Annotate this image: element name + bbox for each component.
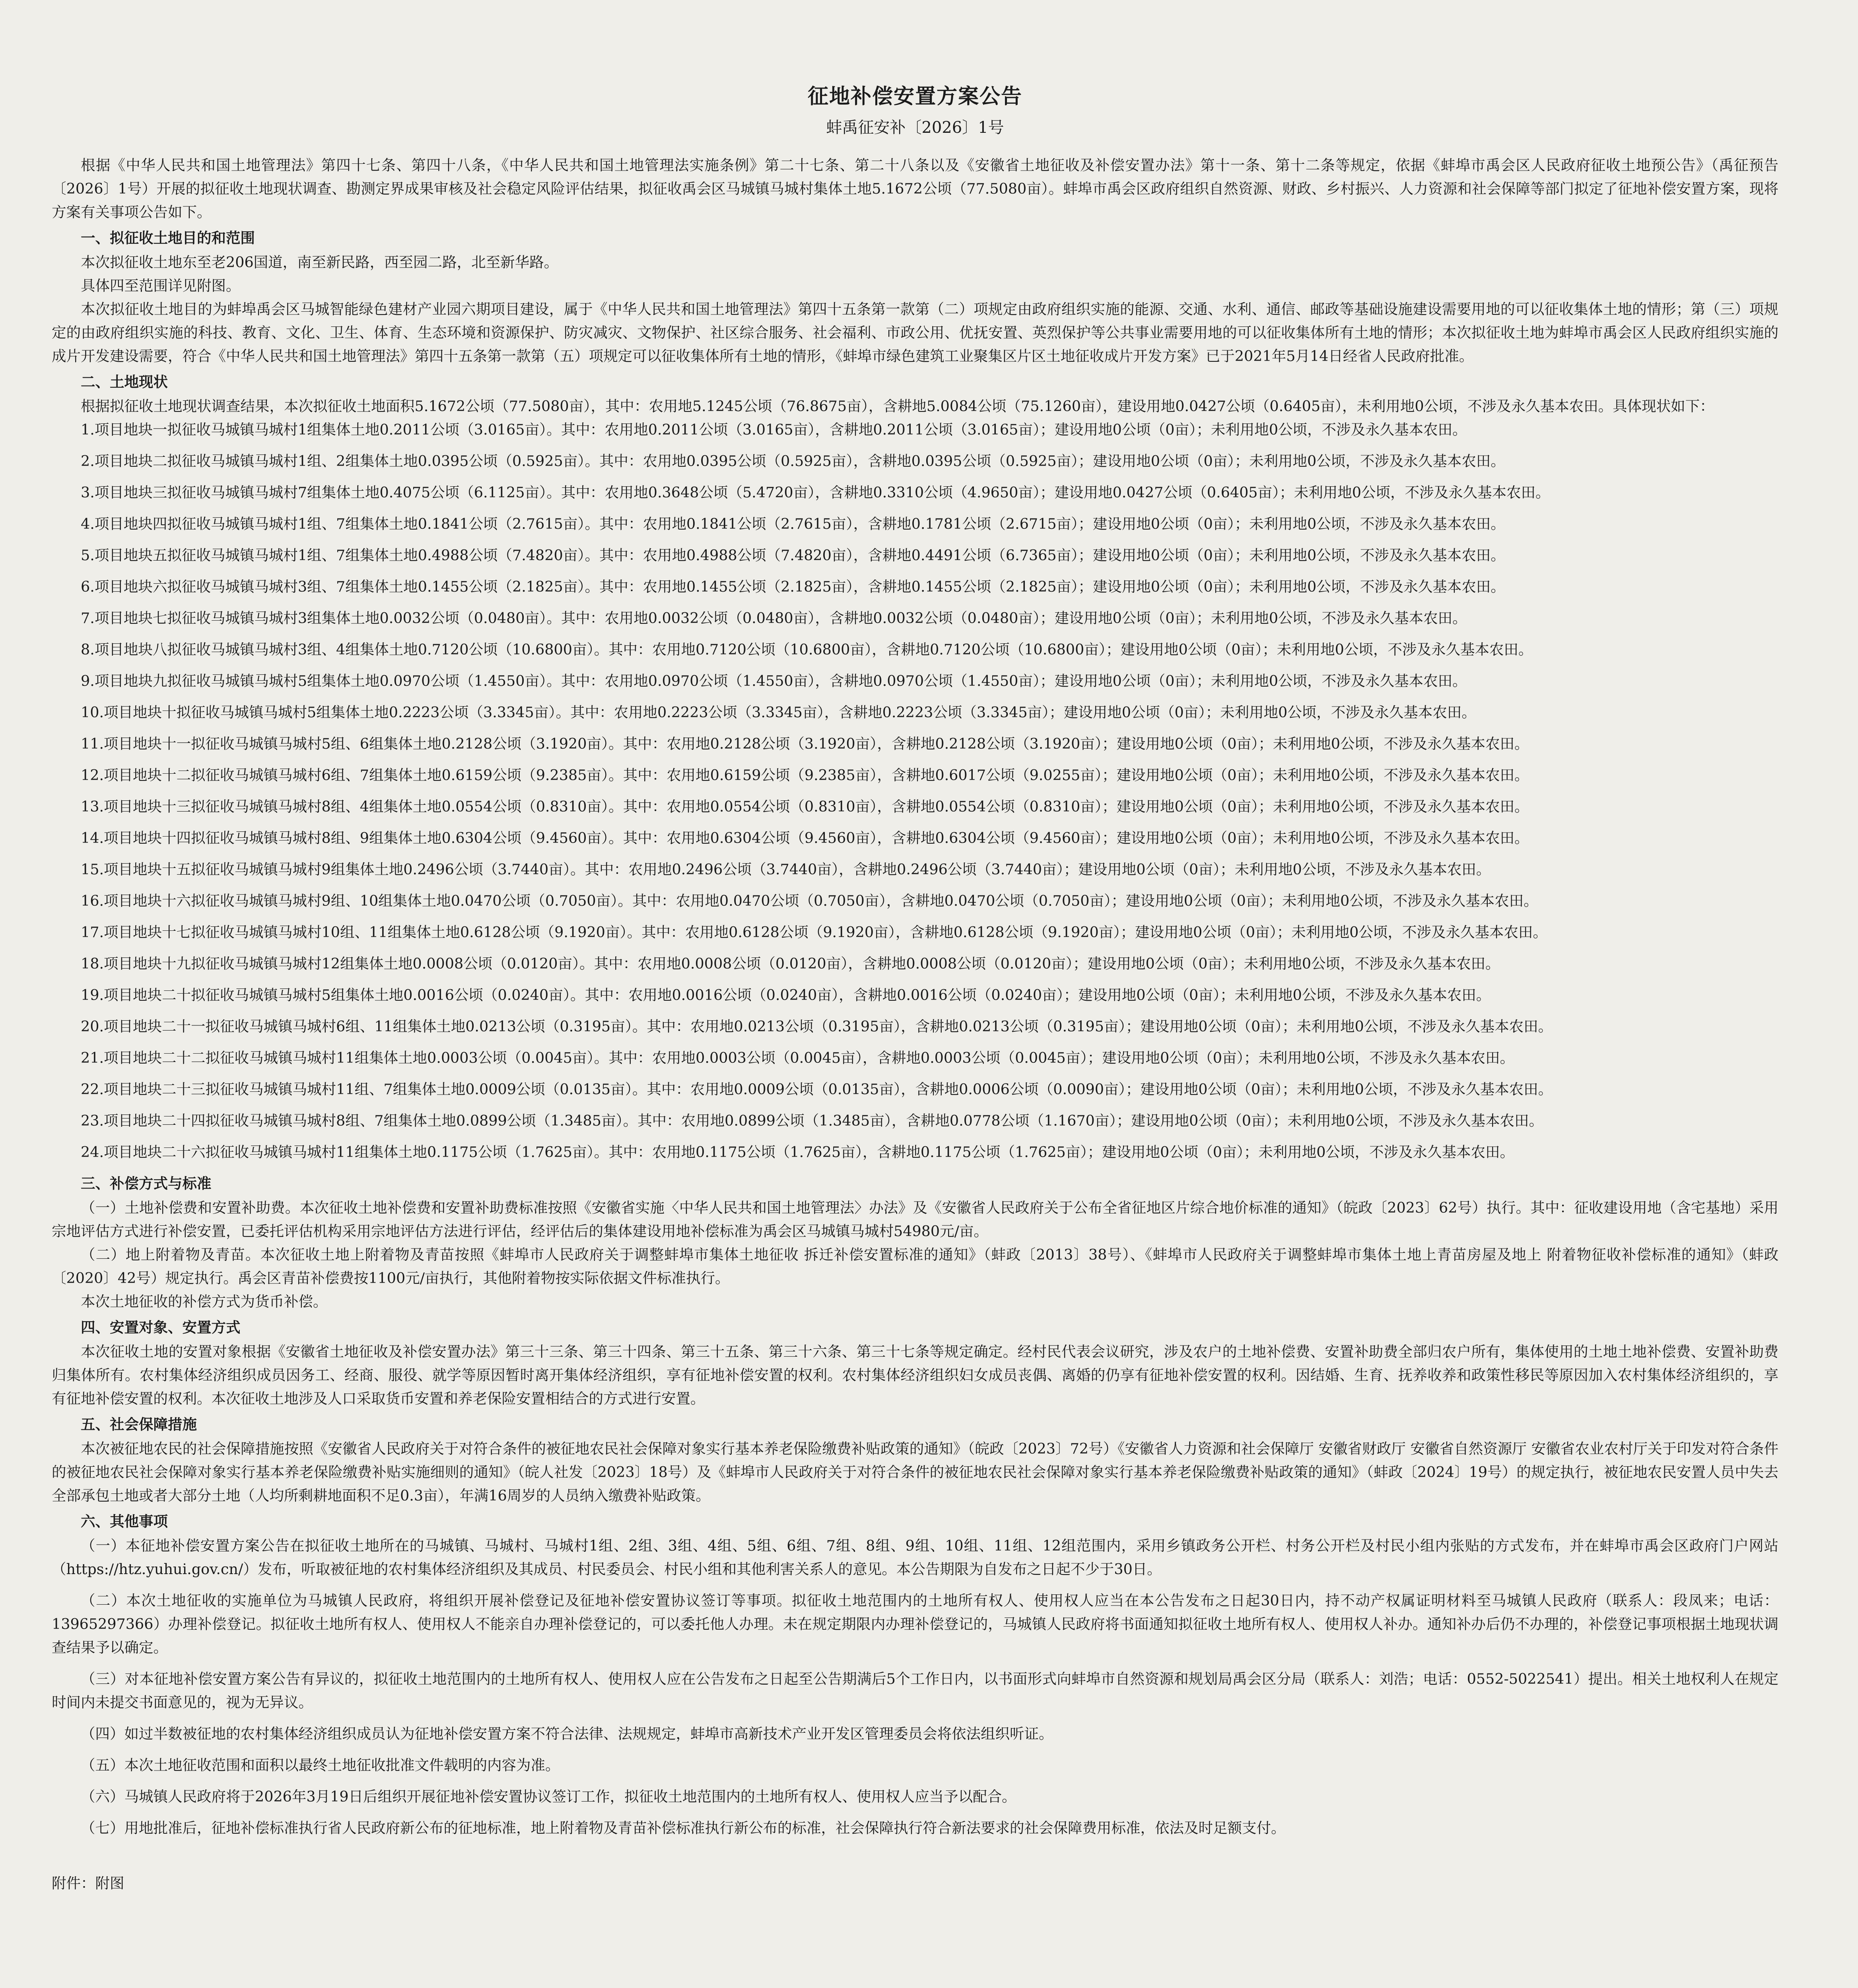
list-item: （四）如过半数被征地的农村集体经济组织成员认为征地补偿安置方案不符合法律、法规规定，蚌埠市高新技术产业开发区管理委员会将依法组织听证。 <box>81 1725 1053 1742</box>
list-item: 4.项目地块四拟征收马城镇马城村1组、7组集体土地0.1841公顷（2.7615亩）。其中：农用地0.1841公顷（2.7615亩），含耕地0.1781公顷（2.6715亩）；建设用地0公顷（0亩）；未利用地0公顷，不涉及永久基本农田。 <box>81 515 1505 532</box>
list-item: 1.项目地块一拟征收马城镇马城村1组集体土地0.2011公顷（3.0165亩）。其中：农用地0.2011公顷（3.0165亩），含耕地0.2011公顷（3.0165亩）；建设用地0公顷（0亩）；未利用地0公顷，不涉及永久基本农田。 <box>81 421 1467 438</box>
list-item: （二）本次土地征收的实施单位为马城镇人民政府，将组织开展补偿登记及征地补偿安置协议签订等事项。拟征收土地范围内的土地所有权人、使用权人应当在本公告发布之日起30日内，持不动产权属证明材料至马城镇人民政府（联系人：段凤来；电话：13965297366）办理补偿登记。拟征收土地所有权人、使用权人不能亲自办理补偿登记的，可以委托他人办理。未在规定期限内办理补偿登记的，马城镇人民政府将书面通知拟征收土地所有权人、使用权人补办。通知补办后仍不办理的，补偿登记事项根据土地现状调查结果予以确定。 <box>52 1592 1778 1656</box>
list-item: 16.项目地块十六拟征收马城镇马城村9组、10组集体土地0.0470公顷（0.7050亩）。其中：农用地0.0470公顷（0.7050亩），含耕地0.0470公顷（0.7050亩）；建设用地0公顷（0亩）；未利用地0公顷，不涉及永久基本农田。 <box>81 892 1538 909</box>
list-item: 5.项目地块五拟征收马城镇马城村1组、7组集体土地0.4988公顷（7.4820亩）。其中：农用地0.4988公顷（7.4820亩），含耕地0.4491公顷（6.7365亩）；建设用地0公顷（0亩）；未利用地0公顷，不涉及永久基本农田。 <box>81 547 1505 564</box>
list-item: 21.项目地块二十二拟征收马城镇马城村11组集体土地0.0003公顷（0.0045亩）。其中：农用地0.0003公顷（0.0045亩），含耕地0.0003公顷（0.0045亩）；建设用地0公顷（0亩）；未利用地0公顷，不涉及永久基本农田。 <box>81 1049 1514 1066</box>
list-item: （五）本次土地征收范围和面积以最终土地征收批准文件载明的内容为准。 <box>81 1757 560 1774</box>
paragraph: （二）地上附着物及青苗。本次征收土地上附着物及青苗按照《蚌埠市人民政府关于调整蚌埠市集体土地征收 拆迁补偿安置标准的通知》（蚌政〔2013〕38号）、《蚌埠市人民政府关于调整蚌埠市集体土地上青苗房屋及地上 附着物征收补偿标准的通知》（蚌政〔2020〕42号）规定执行。禹会区青苗补偿费按1100元/亩执行，其他附着物按实际依据文件标准执行。 <box>52 1246 1778 1287</box>
section-heading: 一、拟征收土地目的和范围 <box>81 229 255 247</box>
attachment-note: 附件：附图 <box>52 1875 124 1892</box>
intro-paragraph: 根据《中华人民共和国土地管理法》第四十七条、第四十八条，《中华人民共和国土地管理法实施条例》第二十七条、第二十八条以及《安徽省土地征收及补偿安置办法》第十一条、第十二条等规定，依据《蚌埠市禹会区人民政府征收土地预公告》（禹征预告〔2026〕1号）开展的拟征收土地现状调查、勘测定界成果审核及社会稳定风险评估结果，拟征收禹会区马城镇马城村集体土地5.1672公顷（77.5080亩）。蚌埠市禹会区政府组织自然资源、财政、乡村振兴、人力资源和社会保障等部门拟定了征地补偿安置方案，现将方案有关事项公告如下。 <box>52 157 1778 221</box>
list-item: 6.项目地块六拟征收马城镇马城村3组、7组集体土地0.1455公顷（2.1825亩）。其中：农用地0.1455公顷（2.1825亩），含耕地0.1455公顷（2.1825亩）；建设用地0公顷（0亩）；未利用地0公顷，不涉及永久基本农田。 <box>81 578 1505 595</box>
list-item: 13.项目地块十三拟征收马城镇马城村8组、4组集体土地0.0554公顷（0.8310亩）。其中：农用地0.0554公顷（0.8310亩），含耕地0.0554公顷（0.8310亩）；建设用地0公顷（0亩）；未利用地0公顷，不涉及永久基本农田。 <box>81 798 1529 815</box>
list-item: 8.项目地块八拟征收马城镇马城村3组、4组集体土地0.7120公顷（10.6800亩）。其中：农用地0.7120公顷（10.6800亩），含耕地0.7120公顷（10.6800亩）；建设用地0公顷（0亩）；未利用地0公顷，不涉及永久基本农田。 <box>81 641 1533 658</box>
section-heading: 四、安置对象、安置方式 <box>81 1319 241 1336</box>
paragraph: 本次拟征收土地目的为蚌埠禹会区马城智能绿色建材产业园六期项目建设，属于《中华人民共和国土地管理法》第四十五条第一款第（二）项规定由政府组织实施的能源、交通、水利、通信、邮政等基础设施建设需要用地的可以征收集体土地的情形；第（三）项规定的由政府组织实施的科技、教育、文化、卫生、体育、生态环境和资源保护、防灾减灾、文物保护、社区综合服务、社会福利、市政公用、优抚安置、英烈保护等公共事业需要用地的可以征收集体所有土地的情形；本次拟征收土地为蚌埠市禹会区人民政府组织实施的成片开发建设需要，符合《中华人民共和国土地管理法》第四十五条第一款第（五）项规定可以征收集体所有土地的情形，《蚌埠市绿色建筑工业聚集区片区土地征收成片开发方案》已于2021年5月14日经省人民政府批准。 <box>52 301 1778 365</box>
list-item: 24.项目地块二十六拟征收马城镇马城村11组集体土地0.1175公顷（1.7625亩）。其中：农用地0.1175公顷（1.7625亩），含耕地0.1175公顷（1.7625亩）；建设用地0公顷（0亩）；未利用地0公顷，不涉及永久基本农田。 <box>81 1143 1514 1161</box>
list-item: 10.项目地块十拟征收马城镇马城村5组集体土地0.2223公顷（3.3345亩）。其中：农用地0.2223公顷（3.3345亩），含耕地0.2223公顷（3.3345亩）；建设用地0公顷（0亩）；未利用地0公顷，不涉及永久基本农田。 <box>81 704 1476 721</box>
list-item: 20.项目地块二十一拟征收马城镇马城村6组、11组集体土地0.0213公顷（0.3195亩）。其中：农用地0.0213公顷（0.3195亩），含耕地0.0213公顷（0.3195亩）；建设用地0公顷（0亩）；未利用地0公顷，不涉及永久基本农田。 <box>81 1018 1553 1035</box>
list-item: 2.项目地块二拟征收马城镇马城村1组、2组集体土地0.0395公顷（0.5925亩）。其中：农用地0.0395公顷（0.5925亩），含耕地0.0395公顷（0.5925亩）；建设用地0公顷（0亩）；未利用地0公顷，不涉及永久基本农田。 <box>81 452 1505 470</box>
list-item: （七）用地批准后，征地补偿标准执行省人民政府新公布的征地标准，地上附着物及青苗补偿标准执行新公布的标准，社会保障执行符合新法要求的社会保障费用标准，依法及时足额支付。 <box>81 1819 1286 1837</box>
list-item: 14.项目地块十四拟征收马城镇马城村8组、9组集体土地0.6304公顷（9.4560亩）。其中：农用地0.6304公顷（9.4560亩），含耕地0.6304公顷（9.4560亩）；建设用地0公顷（0亩）；未利用地0公顷，不涉及永久基本农田。 <box>81 829 1529 846</box>
list-item: 18.项目地块十九拟征收马城镇马城村12组集体土地0.0008公顷（0.0120亩）。其中：农用地0.0008公顷（0.0120亩），含耕地0.0008公顷（0.0120亩）；建设用地0公顷（0亩）；未利用地0公顷，不涉及永久基本农田。 <box>81 955 1500 972</box>
list-item: 3.项目地块三拟征收马城镇马城村7组集体土地0.4075公顷（6.1125亩）。其中：农用地0.3648公顷（5.4720亩），含耕地0.3310公顷（4.9650亩）；建设用地0.0427公顷（0.6405亩）；未利用地0公顷，不涉及永久基本农田。 <box>81 484 1550 501</box>
list-item: （六）马城镇人民政府将于2026年3月19日后组织开展征地补偿安置协议签订工作，拟征收土地范围内的土地所有权人、使用权人应当予以配合。 <box>81 1788 1016 1805</box>
parcel-list <box>52 418 1778 1164</box>
paragraph: （一）土地补偿费和安置补助费。本次征收土地补偿费和安置补助费标准按照《安徽省实施〈中华人民共和国土地管理法〉办法》及《安徽省人民政府关于公布全省征地区片综合地价标准的通知》（皖政〔2023〕62号）执行。其中：征收建设用地（含宅基地）采用宗地评估方式进行补偿安置，已委托评估机构采用宗地评估方法进行评估，经评估后的集体建设用地补偿标准为禹会区马城镇马城村54980元/亩。 <box>52 1199 1778 1240</box>
page-title: 征地补偿安置方案公告 <box>807 84 1022 109</box>
notice-body <box>52 153 1778 1895</box>
list-item: （三）对本征地补偿安置方案公告有异议的，拟征收土地范围内的土地所有权人、使用权人应在公告发布之日起至公告期满后5个工作日内，以书面形式向蚌埠市自然资源和规划局禹会区分局（联系人：刘浩；电话：0552-5022541）提出。相关土地权利人在规定时间内未提交书面意见的，视为无异议。 <box>52 1670 1778 1711</box>
paragraph: 本次拟征收土地东至老206国道，南至新民路，西至园二路，北至新华路。 <box>81 254 559 271</box>
list-item: 15.项目地块十五拟征收马城镇马城村9组集体土地0.2496公顷（3.7440亩）。其中：农用地0.2496公顷（3.7440亩），含耕地0.2496公顷（3.7440亩）；建设用地0公顷（0亩）；未利用地0公顷，不涉及永久基本农田。 <box>81 861 1491 878</box>
document-number: 蚌禹征安补〔2026〕1号 <box>826 118 1004 137</box>
list-item: 11.项目地块十一拟征收马城镇马城村5组、6组集体土地0.2128公顷（3.1920亩）。其中：农用地0.2128公顷（3.1920亩），含耕地0.2128公顷（3.1920亩）；建设用地0公顷（0亩）；未利用地0公顷，不涉及永久基本农田。 <box>81 735 1529 752</box>
list-item: 9.项目地块九拟征收马城镇马城村5组集体土地0.0970公顷（1.4550亩）。其中：农用地0.0970公顷（1.4550亩），含耕地0.0970公顷（1.4550亩）；建设用地0公顷（0亩）；未利用地0公顷，不涉及永久基本农田。 <box>81 672 1467 689</box>
section-heading: 三、补偿方式与标准 <box>81 1175 212 1192</box>
paragraph: 具体四至范围详见附图。 <box>81 277 241 294</box>
section-heading: 六、其他事项 <box>81 1513 168 1530</box>
list-item: （一）本征地补偿安置方案公告在拟征收土地所在的马城镇、马城村、马城村1组、2组、3组、4组、5组、6组、7组、8组、9组、10组、11组、12组范围内，采用乡镇政务公开栏、村务公开栏及村民小组内张贴的方式发布，并在蚌埠市禹会区政府门户网站（https://htz.yuhui.gov.cn/）发布，听取被征地的农村集体经济组织及其成员、村民委员会、村民小组和其他利害关系人的意见。本公告期限为自发布之日起不少于30日。 <box>52 1537 1778 1578</box>
list-item: 22.项目地块二十三拟征收马城镇马城村11组、7组集体土地0.0009公顷（0.0135亩）。其中：农用地0.0009公顷（0.0135亩），含耕地0.0006公顷（0.0090亩）；建设用地0公顷（0亩）；未利用地0公顷，不涉及永久基本农田。 <box>81 1081 1553 1098</box>
paragraph: 本次被征地农民的社会保障措施按照《安徽省人民政府关于对符合条件的被征地农民社会保障对象实行基本养老保险缴费补贴政策的通知》（皖政〔2023〕72号）《安徽省人力资源和社会保障厅 安徽省财政厅 安徽省自然资源厅 安徽省农业农村厅关于印发对符合条件的被征地农民社会保障对象实行基本养老保险缴费补贴实施细则的通知》（皖人社发〔2023〕18号）及《蚌埠市人民政府关于对符合条件的被征地农民社会保障对象实行基本养老保险缴费补贴政策的通知》（蚌政〔2024〕19号）的规定执行，被征地农民安置人员中失去全部承包土地或者大部分土地（人均所剩耕地面积不足0.3亩），年满16周岁的人员纳入缴费补贴政策。 <box>52 1440 1778 1504</box>
list-item: 12.项目地块十二拟征收马城镇马城村6组、7组集体土地0.6159公顷（9.2385亩）。其中：农用地0.6159公顷（9.2385亩），含耕地0.6017公顷（9.0255亩）；建设用地0公顷（0亩）；未利用地0公顷，不涉及永久基本农田。 <box>81 767 1529 784</box>
paragraph: 本次征收土地的安置对象根据《安徽省土地征收及补偿安置办法》第三十三条、第三十四条、第三十五条、第三十六条、第三十七条等规定确定。经村民代表会议研究，涉及农户的土地补偿费、安置补助费全部归农户所有，集体使用的土地土地补偿费、安置补助费归集体所有。农村集体经济组织成员因务工、经商、服役、就学等原因暂时离开集体经济组织，享有征地补偿安置的权利。农村集体经济组织妇女成员丧偶、离婚的仍享有征地补偿安置的权利。因结婚、生育、抚养收养和政策性移民等原因加入农村集体经济组织的，享有征地补偿安置的权利。本次征收土地涉及人口采取货币安置和养老保险安置相结合的方式进行安置。 <box>52 1343 1778 1407</box>
list-item: 7.项目地块七拟征收马城镇马城村3组集体土地0.0032公顷（0.0480亩）。其中：农用地0.0032公顷（0.0480亩），含耕地0.0032公顷（0.0480亩）；建设用地0公顷（0亩）；未利用地0公顷，不涉及永久基本农田。 <box>81 610 1467 627</box>
section-heading: 二、土地现状 <box>81 373 168 390</box>
list-item: 17.项目地块十七拟征收马城镇马城村10组、11组集体土地0.6128公顷（9.1920亩）。其中：农用地0.6128公顷（9.1920亩），含耕地0.6128公顷（9.1920亩）；建设用地0公顷（0亩）；未利用地0公顷，不涉及永久基本农田。 <box>81 924 1547 941</box>
list-item: 23.项目地块二十四拟征收马城镇马城村8组、7组集体土地0.0899公顷（1.3485亩）。其中：农用地0.0899公顷（1.3485亩），含耕地0.0778公顷（1.1670亩）；建设用地0公顷（0亩）；未利用地0公顷，不涉及永久基本农田。 <box>81 1112 1543 1129</box>
paragraph: 根据拟征收土地现状调查结果，本次拟征收土地面积5.1672公顷（77.5080亩），其中：农用地5.1245公顷（76.8675亩），含耕地5.0084公顷（75.1260亩），建设用地0.0427公顷（0.6405亩），未利用地0公顷，不涉及永久基本农田。具体现状如下： <box>81 398 1714 415</box>
paragraph: 本次土地征收的补偿方式为货币补偿。 <box>81 1293 328 1310</box>
other-matters-list <box>52 1534 1778 1840</box>
section-heading: 五、社会保障措施 <box>81 1416 197 1433</box>
list-item: 19.项目地块二十拟征收马城镇马城村5组集体土地0.0016公顷（0.0240亩）。其中：农用地0.0016公顷（0.0240亩），含耕地0.0016公顷（0.0240亩）；建设用地0公顷（0亩）；未利用地0公顷，不涉及永久基本农田。 <box>81 986 1491 1004</box>
